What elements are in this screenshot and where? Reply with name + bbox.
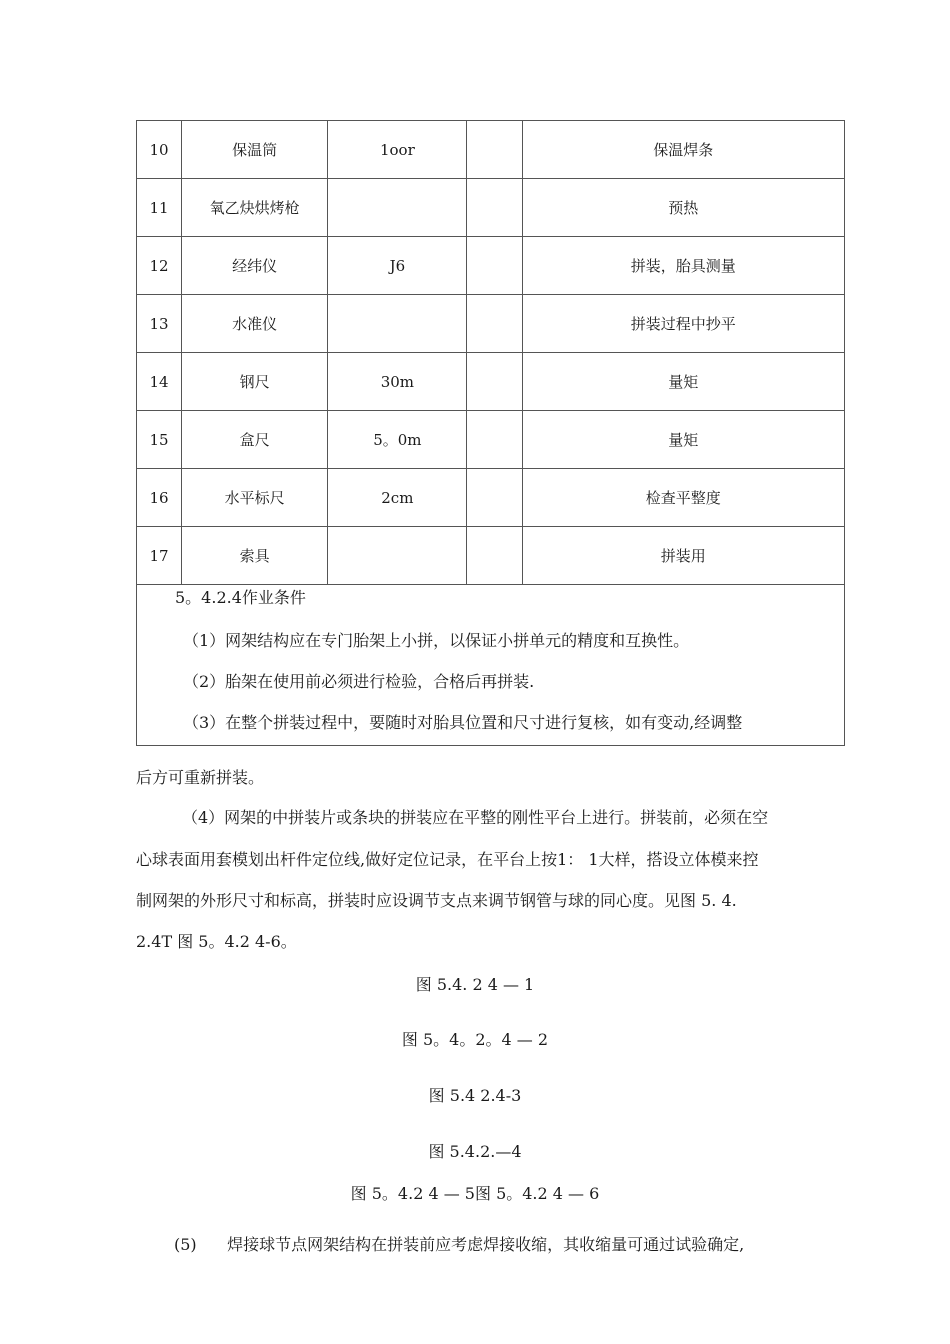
condition-item: （3）在整个拼装过程中，要随时对胎具位置和尺寸进行复核，如有变动,经调整 xyxy=(183,713,743,732)
paragraph-4-line: 2.4T 图 5。4.2 4-6。 xyxy=(136,932,297,951)
condition-item: （2）胎架在使用前必须进行检验，合格后再拼装. xyxy=(183,672,535,691)
row-number: 10 xyxy=(137,121,182,179)
condition-item: （1）网架结构应在专门胎架上小拼，以保证小拼单元的精度和互换性。 xyxy=(183,631,690,650)
tool-use: 量矩 xyxy=(522,353,844,411)
tool-use: 拼装，胎具测量 xyxy=(522,237,844,295)
tools-table xyxy=(136,120,845,585)
tool-spec: 5。0m xyxy=(328,411,467,469)
continuation-text: 后方可重新拼装。 xyxy=(136,768,265,787)
tool-quantity xyxy=(467,295,522,353)
tool-spec: J6 xyxy=(328,237,467,295)
paragraph-4-line: 制网架的外形尺寸和标高，拼装时应设调节支点来调节钢管与球的同心度。见图 5. 4. xyxy=(136,891,737,910)
row-number: 11 xyxy=(137,179,182,237)
tool-spec: 2cm xyxy=(328,469,467,527)
paragraph-4-line: （4）网架的中拼装片或条块的拼装应在平整的刚性平台上进行。拼装前，必须在空 xyxy=(182,808,769,827)
table-row xyxy=(137,295,845,353)
tool-use: 拼装过程中抄平 xyxy=(522,295,844,353)
tool-use: 拼装用 xyxy=(522,527,844,585)
tool-name: 水平标尺 xyxy=(182,469,328,527)
tool-quantity xyxy=(467,469,522,527)
tool-spec: 30m xyxy=(328,353,467,411)
table-row xyxy=(137,527,845,585)
tool-name: 保温筒 xyxy=(182,121,328,179)
row-number: 15 xyxy=(137,411,182,469)
row-number: 13 xyxy=(137,295,182,353)
paragraph-4-line: 心球表面用套模划出杆件定位线,做好定位记录，在平台上按1： 1大样，搭设立体模来控 xyxy=(136,850,759,869)
tool-spec: 1oor xyxy=(328,121,467,179)
tool-spec xyxy=(328,179,467,237)
table-row xyxy=(137,237,845,295)
table-row xyxy=(137,353,845,411)
row-number: 16 xyxy=(137,469,182,527)
table-row xyxy=(137,179,845,237)
tool-use: 检查平整度 xyxy=(522,469,844,527)
tool-spec xyxy=(328,295,467,353)
figure-caption: 图 5。4。2。4 — 2 xyxy=(401,1030,549,1049)
tool-quantity xyxy=(467,121,522,179)
row-number: 14 xyxy=(137,353,182,411)
work-conditions-box xyxy=(136,585,845,746)
tool-quantity xyxy=(467,179,522,237)
tool-spec xyxy=(328,527,467,585)
row-number: 17 xyxy=(137,527,182,585)
table-row xyxy=(137,121,845,179)
row-number: 12 xyxy=(137,237,182,295)
tool-quantity xyxy=(467,237,522,295)
tool-use: 保温焊条 xyxy=(522,121,844,179)
figure-caption: 图 5.4.2.—4 xyxy=(428,1142,522,1161)
figure-caption: 图 5.4. 2 4 — 1 xyxy=(415,975,535,994)
tool-name: 氧乙炔烘烤枪 xyxy=(182,179,328,237)
conditions-heading: 5。4.2.4作业条件 xyxy=(175,588,306,607)
tool-use: 预热 xyxy=(522,179,844,237)
paragraph-5: (5) 焊接球节点网架结构在拼装前应考虑焊接收缩，其收缩量可通过试验确定, xyxy=(174,1235,745,1254)
table-row xyxy=(137,469,845,527)
tool-name: 经纬仪 xyxy=(182,237,328,295)
tool-quantity xyxy=(467,411,522,469)
tool-name: 索具 xyxy=(182,527,328,585)
table-row xyxy=(137,411,845,469)
figure-caption: 图 5。4.2 4 — 5图 5。4.2 4 — 6 xyxy=(350,1184,600,1203)
tool-use: 量矩 xyxy=(522,411,844,469)
tool-name: 盒尺 xyxy=(182,411,328,469)
figure-caption: 图 5.4 2.4-3 xyxy=(428,1086,522,1105)
tool-name: 钢尺 xyxy=(182,353,328,411)
tool-name: 水准仪 xyxy=(182,295,328,353)
tool-quantity xyxy=(467,353,522,411)
tool-quantity xyxy=(467,527,522,585)
